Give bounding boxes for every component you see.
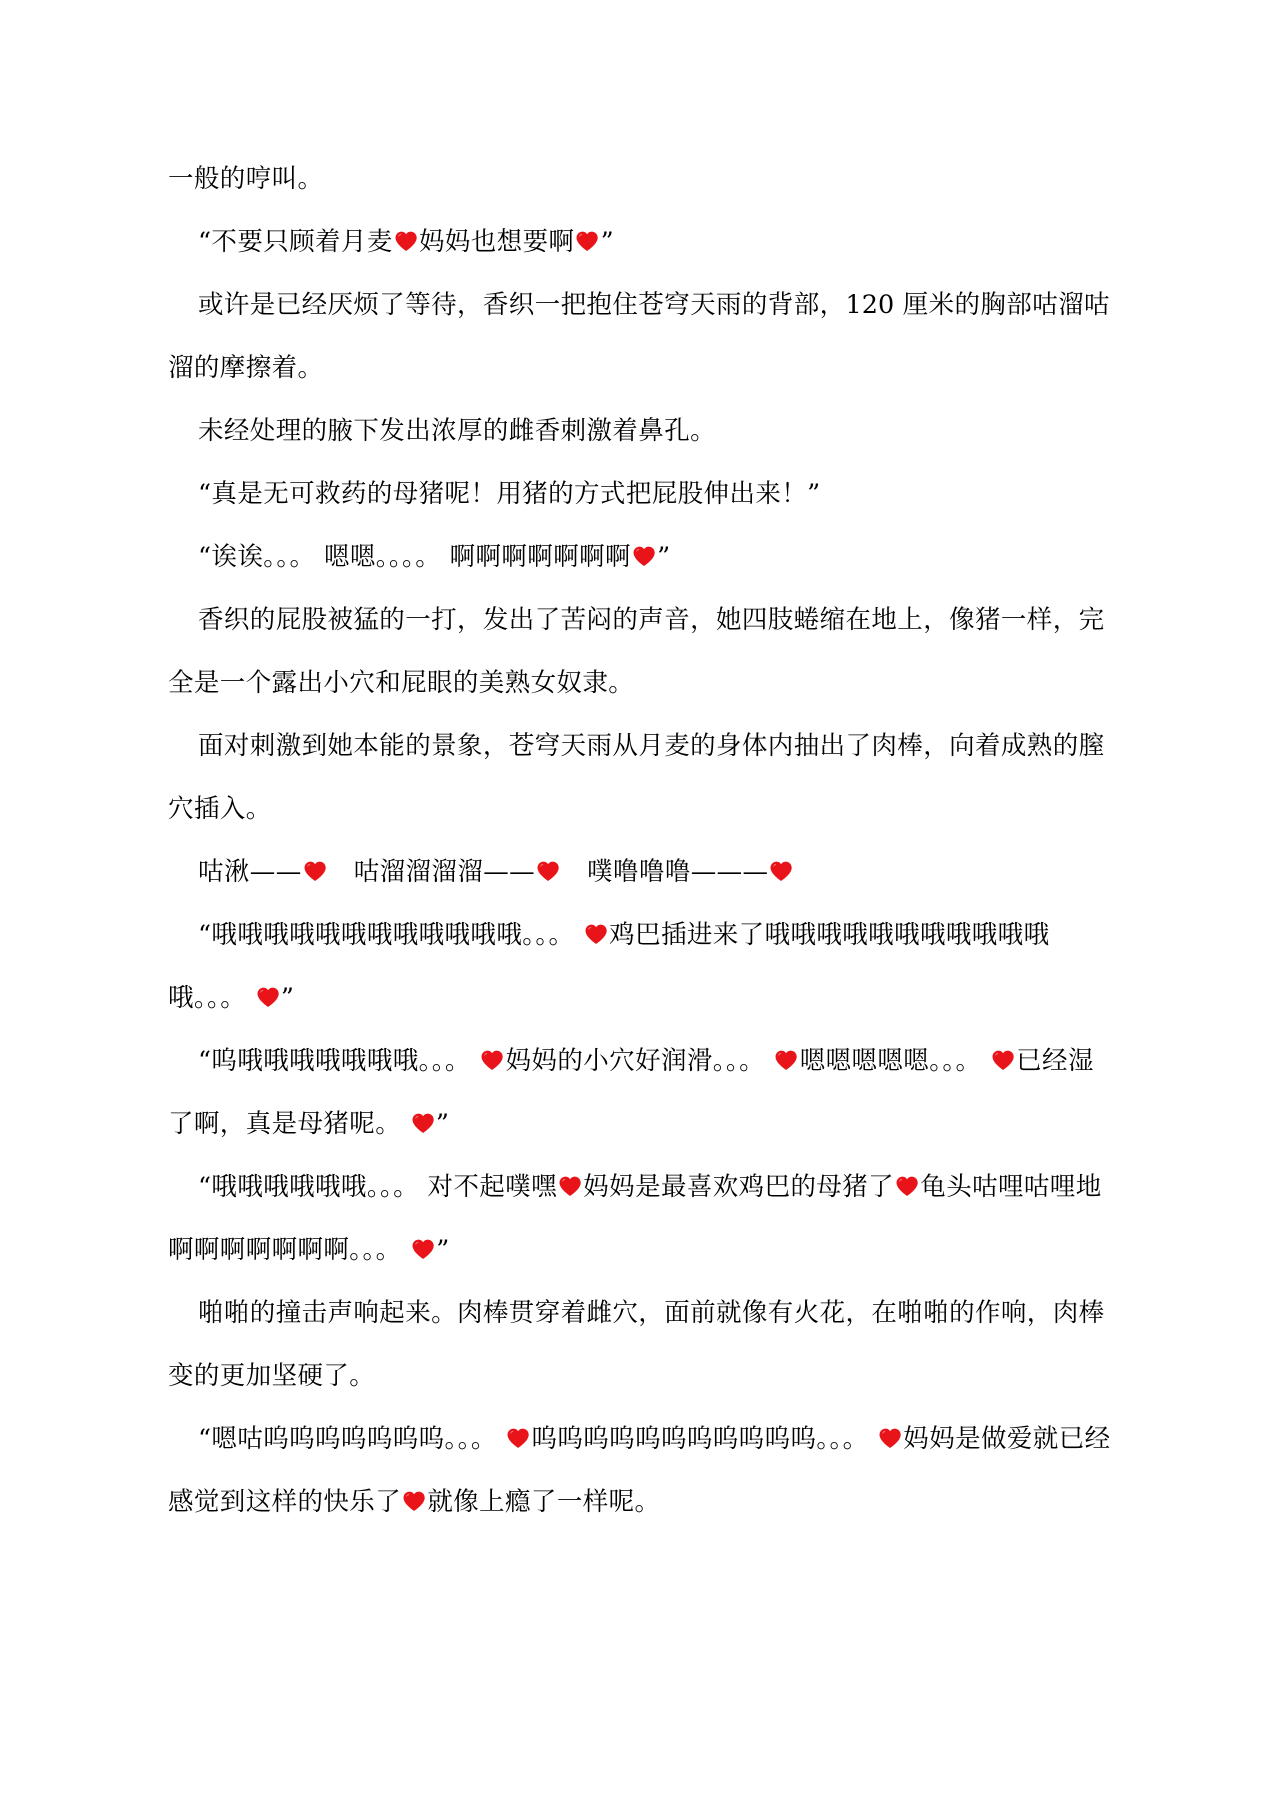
numeric-value: 120 [845, 290, 895, 320]
paragraph: “诶诶。。。 嗯嗯。。。。 啊啊啊啊啊啊啊 ” [198, 542, 671, 572]
red-heart-emoji [506, 1426, 530, 1450]
paragraph: “哦哦哦哦哦哦。。。 对不起噗嘿 妈妈是最喜欢鸡巴的母猪了 龟头咕哩咕哩地啊啊啊啊啊啊啊。。。 ” [168, 1172, 1102, 1265]
red-heart-emoji [991, 1048, 1015, 1072]
paragraph: “不要只顾着月麦 妈妈也想要啊 ” [198, 227, 615, 257]
paragraph: 咕湫—— 咕溜溜溜溜—— 噗噜噜噜——— [168, 841, 1112, 904]
red-heart-emoji [878, 1426, 902, 1450]
red-heart-emoji [536, 859, 560, 883]
red-heart-emoji [256, 985, 280, 1009]
paragraph: 或许是已经厌烦了等待，香织一把抱住苍穹天雨的背部，120 厘米的胸部咕溜咕溜的摩擦着。 [168, 290, 1110, 383]
paragraph: 啪啪的撞击声响起来。肉棒贯穿着雌穴，面前就像有火花，在啪啪的作响，肉棒变的更加坚硬了。 [168, 1298, 1105, 1391]
red-heart-emoji [895, 1174, 919, 1198]
red-heart-emoji [411, 1237, 435, 1261]
red-heart-emoji [558, 1174, 582, 1198]
paragraph: “嗯咕呜呜呜呜呜呜呜。。。 呜呜呜呜呜呜呜呜呜呜呜。。。 妈妈是做爱就已经感觉到这样的快乐了 就像上瘾了一样呢。 [168, 1424, 1111, 1517]
paragraph: “哦哦哦哦哦哦哦哦哦哦哦哦。。。 鸡巴插进来了哦哦哦哦哦哦哦哦哦哦哦哦。。。 ” [168, 920, 1050, 1013]
red-heart-emoji [402, 1489, 426, 1513]
paragraph: 香织的屁股被猛的一打，发出了苦闷的声音，她四肢蜷缩在地上，像猪一样，完全是一个露出小穴和屁眼的美熟女奴隶。 [168, 605, 1105, 698]
paragraph: 未经处理的腋下发出浓厚的雌香刺激着鼻孔。 [198, 416, 717, 446]
red-heart-emoji [394, 229, 418, 253]
document-body [168, 148, 1112, 1534]
red-heart-emoji [774, 1048, 798, 1072]
paragraph: 一般的哼叫。 [168, 164, 324, 194]
red-heart-emoji [632, 544, 656, 568]
red-heart-emoji [584, 922, 608, 946]
paragraph: 面对刺激到她本能的景象，苍穹天雨从月麦的身体内抽出了肉棒，向着成熟的膣穴插入。 [168, 731, 1105, 824]
red-heart-emoji [480, 1048, 504, 1072]
red-heart-emoji [303, 859, 327, 883]
paragraph: “呜哦哦哦哦哦哦哦。。。 妈妈的小穴好润滑。。。 嗯嗯嗯嗯嗯。。。 已经湿了啊，真是母猪呢。 ” [168, 1046, 1094, 1139]
red-heart-emoji [769, 859, 793, 883]
paragraph: “真是无可救药的母猪呢！用猪的方式把屁股伸出来！” [198, 479, 821, 509]
red-heart-emoji [575, 229, 599, 253]
red-heart-emoji [411, 1111, 435, 1135]
